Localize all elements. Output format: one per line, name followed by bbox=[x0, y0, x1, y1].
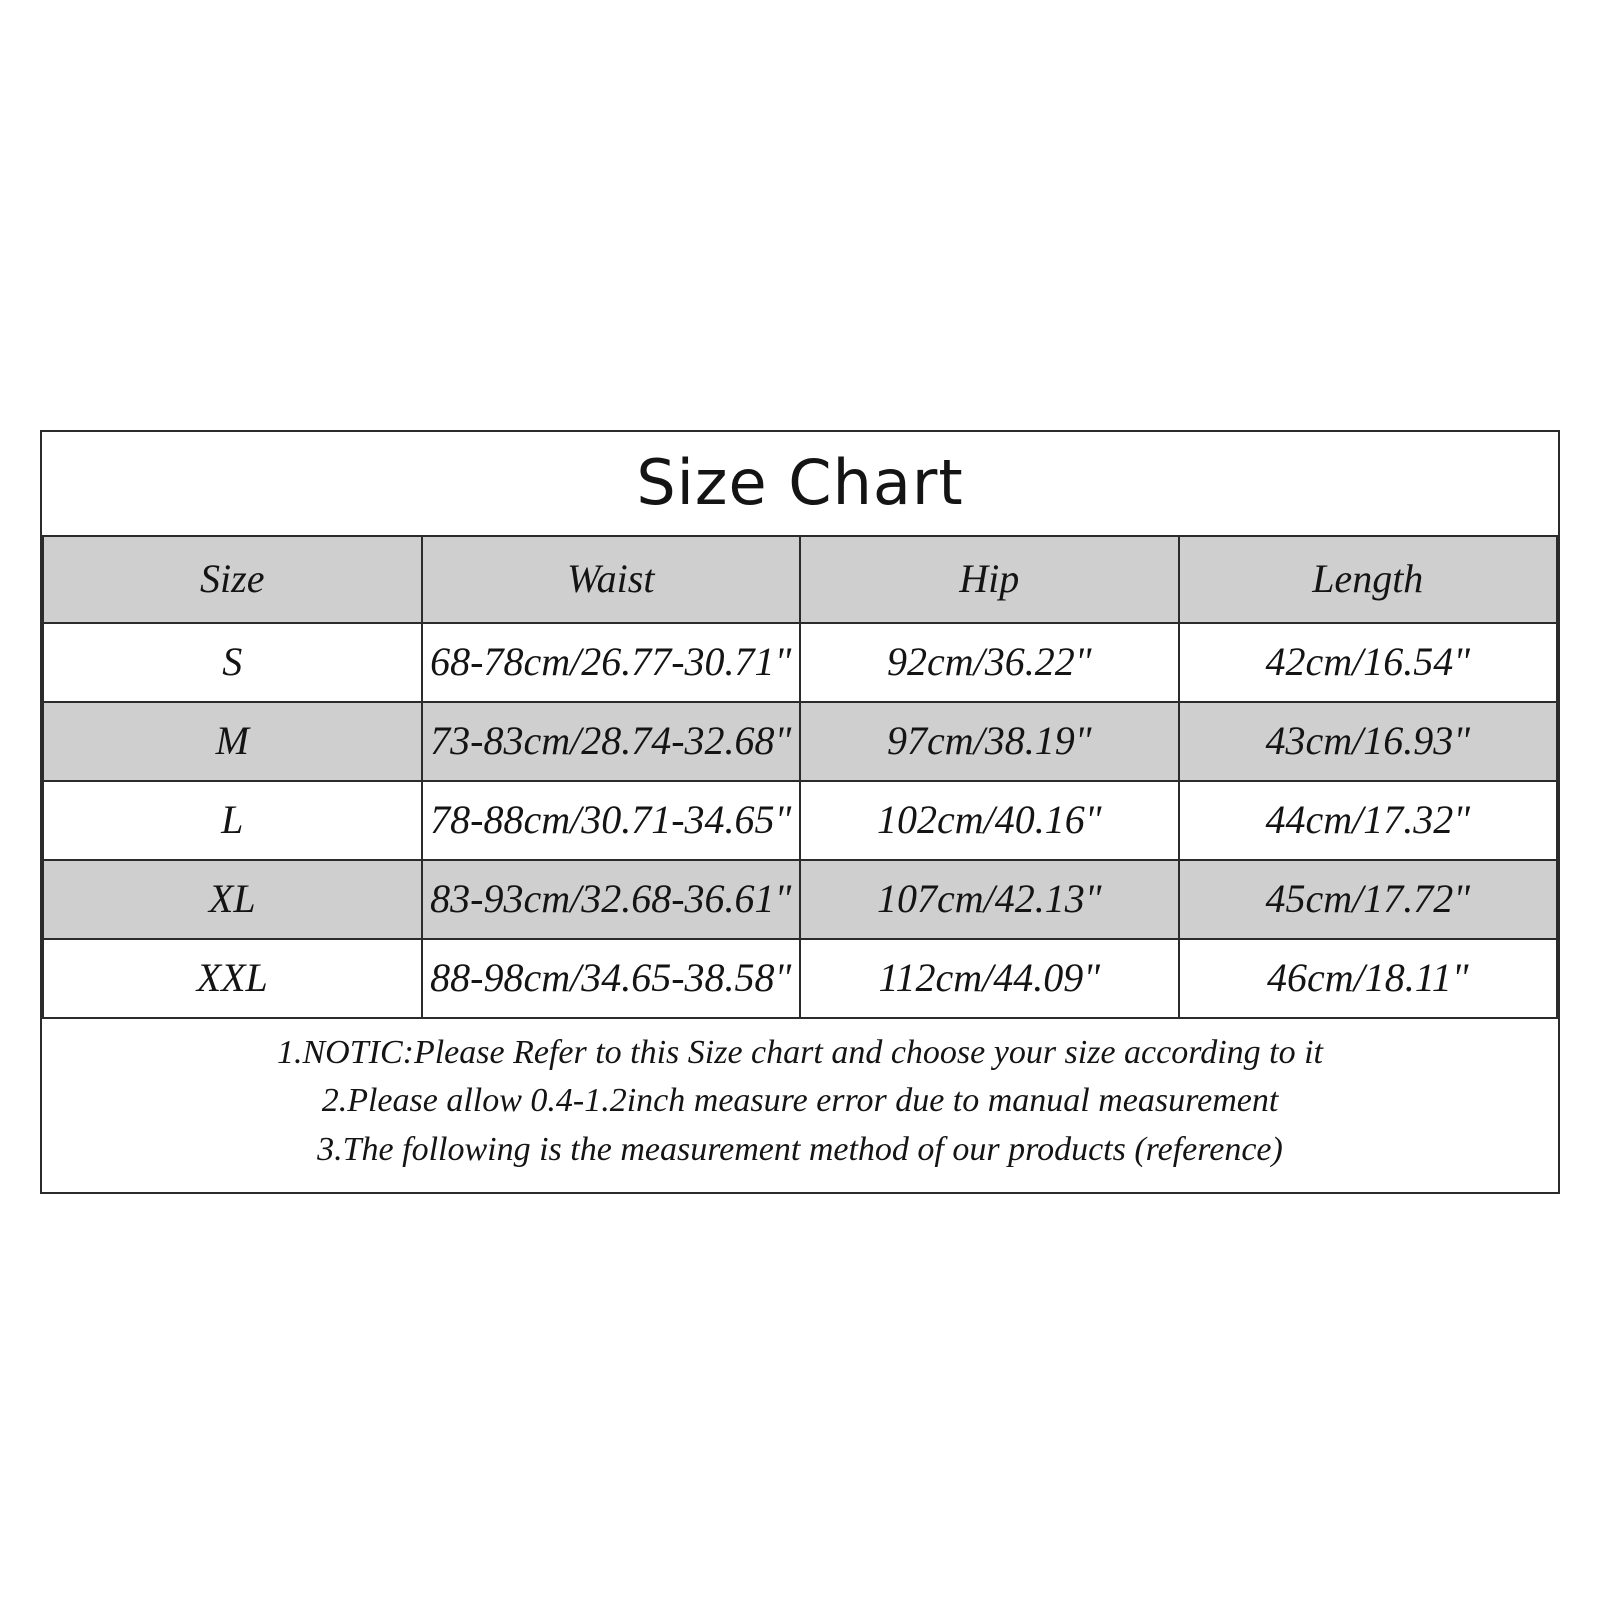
notes-container bbox=[43, 1018, 1557, 1192]
cell-hip: 107cm/42.13" bbox=[800, 860, 1179, 939]
note-line: 3.The following is the measurement method of our products (reference) bbox=[317, 1130, 1283, 1168]
cell-waist: 83-93cm/32.68-36.61" bbox=[422, 860, 801, 939]
table-row bbox=[43, 860, 1557, 939]
cell-waist: 73-83cm/28.74-32.68" bbox=[422, 702, 801, 781]
size-chart-table bbox=[42, 432, 1558, 1192]
cell-length: 42cm/16.54" bbox=[1179, 623, 1558, 702]
column-header-size: Size bbox=[43, 536, 422, 623]
table-header-row bbox=[43, 536, 1557, 623]
cell-size: XXL bbox=[43, 939, 422, 1018]
note-line: 2.Please allow 0.4-1.2inch measure error due to manual measurement bbox=[321, 1082, 1279, 1120]
table-row bbox=[43, 781, 1557, 860]
cell-hip: 112cm/44.09" bbox=[800, 939, 1179, 1018]
cell-size: L bbox=[43, 781, 422, 860]
chart-title-row bbox=[43, 432, 1557, 536]
column-header-length: Length bbox=[1179, 536, 1558, 623]
note-line: 1.NOTIC:Please Refer to this Size chart and choose your size according to it bbox=[277, 1034, 1323, 1071]
column-header-hip: Hip bbox=[800, 536, 1179, 623]
cell-size: M bbox=[43, 702, 422, 781]
cell-length: 43cm/16.93" bbox=[1179, 702, 1558, 781]
size-chart-container bbox=[40, 430, 1560, 1194]
cell-length: 44cm/17.32" bbox=[1179, 781, 1558, 860]
table-row bbox=[43, 702, 1557, 781]
page-title: Size Chart bbox=[43, 432, 1557, 536]
cell-length: 45cm/17.72" bbox=[1179, 860, 1558, 939]
cell-hip: 97cm/38.19" bbox=[800, 702, 1179, 781]
notes-row bbox=[43, 1018, 1557, 1192]
cell-size: S bbox=[43, 623, 422, 702]
cell-length: 46cm/18.11" bbox=[1179, 939, 1558, 1018]
column-header-waist: Waist bbox=[422, 536, 801, 623]
cell-waist: 68-78cm/26.77-30.71" bbox=[422, 623, 801, 702]
cell-waist: 88-98cm/34.65-38.58" bbox=[422, 939, 801, 1018]
table-row bbox=[43, 939, 1557, 1018]
cell-waist: 78-88cm/30.71-34.65" bbox=[422, 781, 801, 860]
cell-size: XL bbox=[43, 860, 422, 939]
table-row bbox=[43, 623, 1557, 702]
cell-hip: 102cm/40.16" bbox=[800, 781, 1179, 860]
cell-hip: 92cm/36.22" bbox=[800, 623, 1179, 702]
